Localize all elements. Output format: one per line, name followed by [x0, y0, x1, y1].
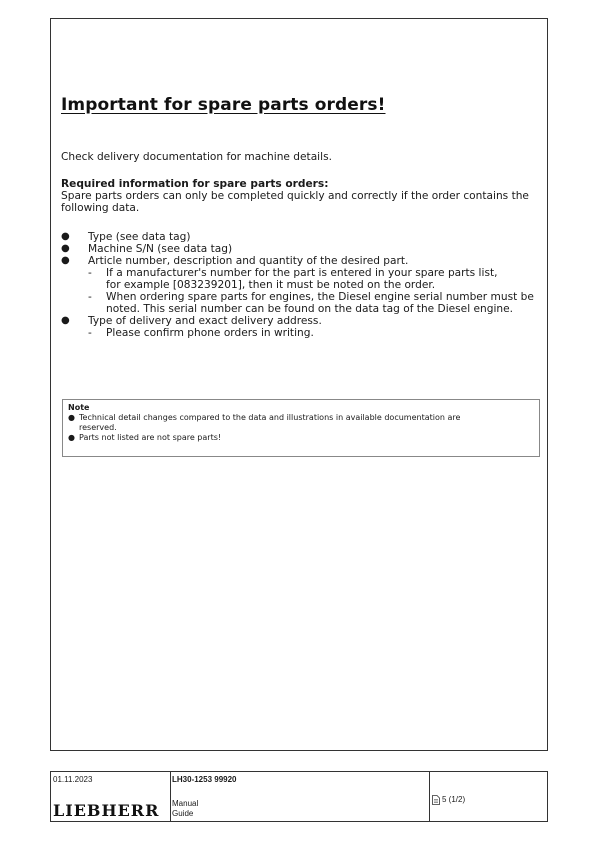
footer-divider	[170, 772, 171, 821]
requirements-list	[61, 231, 541, 339]
list-item-label: Type of delivery and exact delivery address.	[88, 315, 322, 327]
note-box	[62, 399, 540, 457]
page-frame	[50, 18, 548, 751]
required-info-heading: Required information for spare parts orders:	[61, 178, 329, 190]
list-item-label: Machine S/N (see data tag)	[88, 243, 233, 255]
bullet-icon: ●	[61, 255, 70, 266]
footer-document-code: LH30-1253 99920	[172, 775, 237, 784]
list-item-article	[61, 255, 541, 315]
bullet-icon: ●	[61, 231, 70, 242]
bullet-icon: ●	[61, 315, 70, 326]
list-item-label: Article number, description and quantity of the desired part.	[88, 255, 409, 267]
note-item-line: reserved.	[79, 423, 117, 432]
sub-item-engine-serial	[88, 291, 541, 315]
sub-item-manufacturer-number	[88, 267, 541, 291]
document-icon	[432, 795, 440, 805]
list-item-serial	[61, 243, 541, 255]
sub-item-line: Please confirm phone orders in writing.	[106, 327, 314, 339]
bullet-icon: ●	[68, 433, 75, 442]
note-item-technical	[68, 413, 534, 433]
footer-date: 01.11.2023	[53, 775, 93, 784]
required-info-text: Spare parts orders can only be completed quickly and correctly if the order contains the following data.	[61, 190, 529, 214]
sub-item-line: When ordering spare parts for engines, the Diesel engine serial number must be	[106, 291, 534, 303]
note-heading: Note	[68, 403, 90, 412]
page-title: Important for spare parts orders!	[61, 95, 386, 115]
dash-icon: -	[88, 327, 92, 339]
list-item-label: Type (see data tag)	[88, 231, 191, 243]
footer-document-type	[172, 799, 198, 848]
list-item-type	[61, 231, 541, 243]
bullet-icon: ●	[68, 413, 75, 422]
dash-icon: -	[88, 291, 92, 303]
footer-divider	[429, 772, 430, 821]
note-item-line: Parts not listed are not spare parts!	[79, 433, 222, 442]
document-type-line: Manual	[172, 799, 199, 808]
document-type-line: Guide	[172, 809, 194, 818]
sub-item-line: If a manufacturer's number for the part is entered in your spare parts list,	[106, 267, 498, 279]
list-item-delivery	[61, 315, 541, 339]
note-item-parts	[68, 433, 534, 443]
footer-page-number	[432, 775, 465, 824]
page-number-label: 5 (1/2)	[442, 795, 466, 804]
page-footer	[50, 771, 548, 822]
sub-item-phone-orders	[88, 327, 541, 339]
dash-icon: -	[88, 267, 92, 279]
intro-text: Check delivery documentation for machine details.	[61, 151, 332, 163]
sub-item-line: noted. This serial number can be found on the data tag of the Diesel engine.	[106, 303, 514, 315]
liebherr-logo: LIEBHERR	[53, 801, 160, 820]
bullet-icon: ●	[61, 243, 70, 254]
note-item-line: Technical detail changes compared to the data and illustrations in available documentation are	[79, 413, 461, 422]
sub-item-line: for example [083239201], then it must be noted on the order.	[106, 279, 436, 291]
